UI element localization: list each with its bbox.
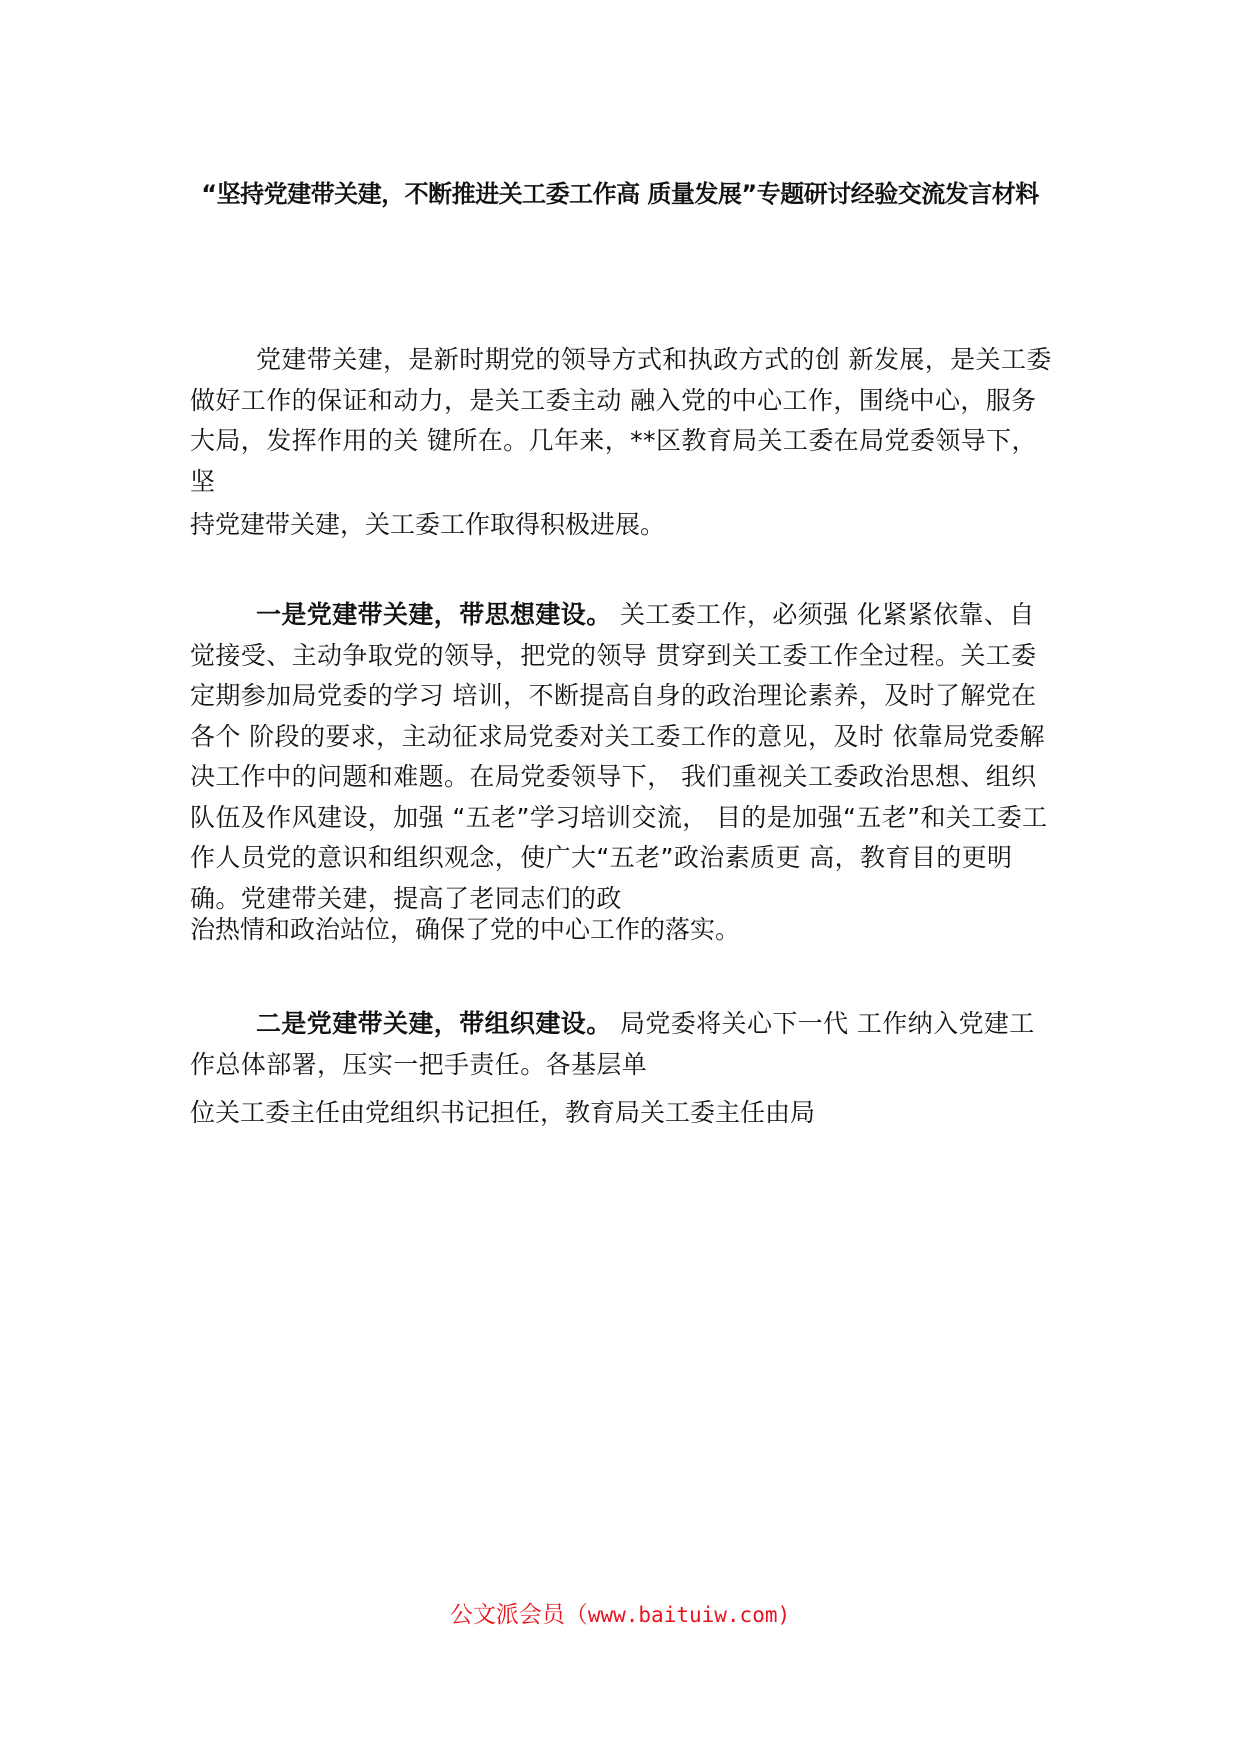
section2-paragraph: [190, 1004, 1060, 1085]
section1-lead: 一是党建带关建，带思想建设。: [256, 600, 612, 629]
intro-body: 党建带关建，是新时期党的领导方式和执政方式的创 新发展，是关工委做好工作的保证和动力，是关工委主动 融入党的中心工作，围绕中心，服务大局，发挥作用的关 键所在。几年来，**区教育局关工委在局党委领导下，坚: [190, 345, 1052, 496]
section2-lead: 二是党建带关建，带组织建设。: [256, 1009, 612, 1038]
section2-body: 局党委将关心下一代 工作纳入党建工作总体部署，压实一把手责任。各基层单: [190, 1009, 1035, 1079]
section2-continuation: 位关工委主任由党组织书记担任，教育局关工委主任由局: [190, 1098, 816, 1127]
footer-brand: 公文派会员: [449, 1602, 565, 1628]
section1-continuation: 治热情和政治站位，确保了党的中心工作的落实。: [190, 915, 741, 944]
section1-paragraph: [190, 595, 1060, 919]
footer-url[interactable]: www.baituiw.com: [587, 1603, 778, 1627]
footer-watermark: [0, 1598, 1240, 1632]
document-title: “坚持党建带关建，不断推进关工委工作高 质量发展”专题研讨经验交流发言材料: [201, 180, 1039, 208]
intro-paragraph: [190, 340, 1060, 502]
section1-body: 关工委工作，必须强 化紧紧依靠、自觉接受、主动争取党的领导，把党的领导 贯穿到关工委工作全过程。关工委定期参加局党委的学习 培训，不断提高自身的政治理论素养，及时了解党在各个 阶段的要求，主动征求局党委对关工委工作的意见，及时 依靠局党委解决工作中的问题和难题。在局党委领导下， 我们重视关工委政治思想、组织队伍及作风建设，加强 “五老”学习培训交流， 目的是加强“五老”和关工委工 作人员党的意识和组织观念，使广大“五老”政治素质更 高，教育目的更明确。党建带关建，提高了老同志们的政: [190, 600, 1048, 913]
footer-open-paren: （: [564, 1602, 588, 1628]
intro-continuation: 持党建带关建，关工委工作取得积极进展。: [190, 510, 666, 539]
footer-close-paren: ): [777, 1603, 791, 1627]
